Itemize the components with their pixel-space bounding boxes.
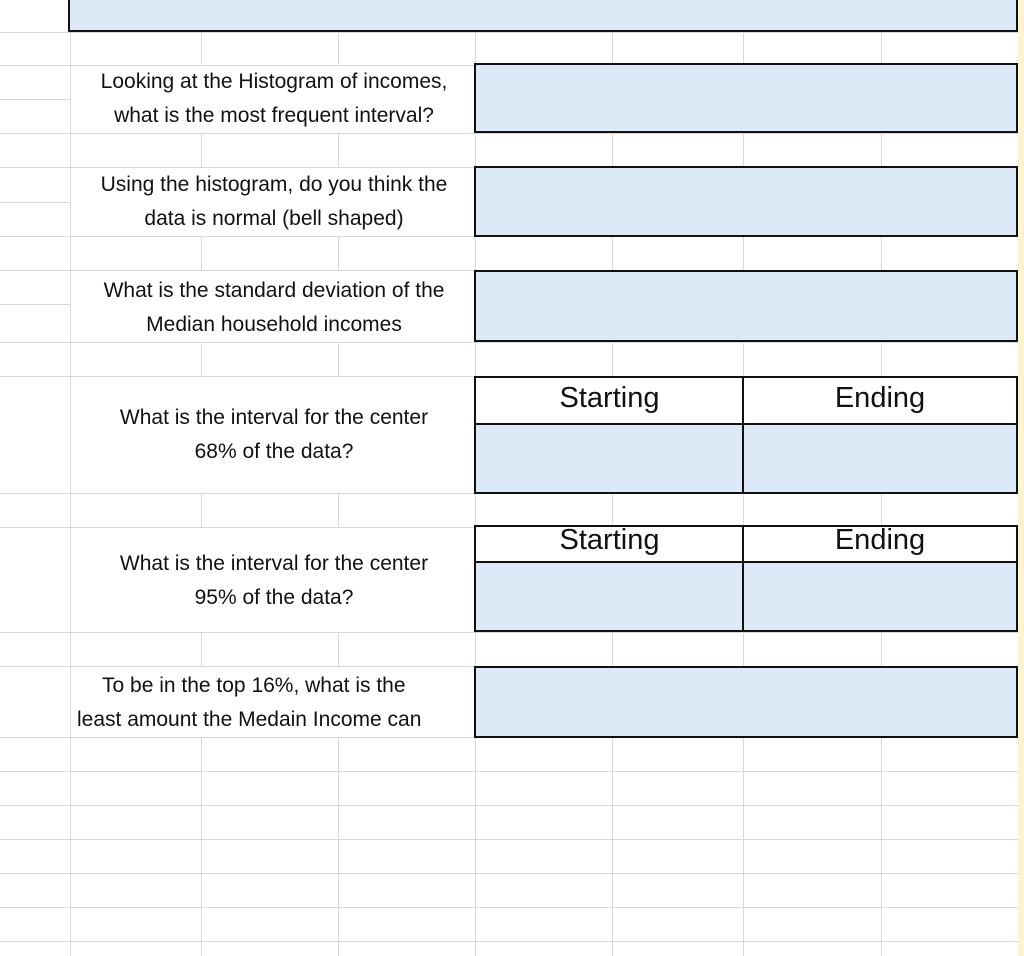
question-6-line1: To be in the top 16%, what is the [102, 674, 406, 697]
row-gridline [0, 133, 1024, 134]
question-3-line2: Median household incomes [146, 313, 402, 336]
question-6 [77, 669, 474, 737]
header-ending-label: Ending [834, 525, 926, 556]
row-gridline [0, 632, 1024, 633]
header-starting-label: Starting [559, 382, 660, 414]
question-5 [72, 547, 476, 615]
question-2 [72, 168, 476, 236]
answer-end-95[interactable] [742, 561, 1018, 632]
question-5-line2: 95% of the data? [194, 586, 354, 609]
question-1-line1: Looking at the Histogram of incomes, [100, 70, 448, 93]
question-1 [72, 65, 476, 133]
row-gridline [0, 805, 1024, 806]
question-3 [72, 274, 476, 342]
question-1-line2: what is the most frequent interval? [114, 104, 434, 127]
question-6-line2: least amount the Medain Income can [77, 708, 422, 731]
sheet-edge-strip [1018, 0, 1024, 956]
question-4 [72, 401, 476, 469]
row-gridline [0, 839, 1024, 840]
row-gridline [0, 771, 1024, 772]
row-gridline [0, 873, 1024, 874]
header-starting-68 [474, 376, 745, 425]
row-gridline [0, 32, 1024, 33]
question-3-line1: What is the standard deviation of the [103, 279, 445, 302]
row-gridline [0, 941, 1024, 942]
header-starting-label: Starting [559, 525, 660, 556]
row-gridline [0, 342, 1024, 343]
answer-cell-2[interactable] [474, 166, 1018, 237]
header-ending-68 [742, 376, 1018, 425]
answer-start-68[interactable] [474, 423, 745, 494]
header-starting-95 [474, 525, 745, 563]
answer-cell-1[interactable] [474, 63, 1018, 133]
question-4-line2: 68% of the data? [194, 440, 354, 463]
answer-cell-3[interactable] [474, 270, 1018, 342]
header-ending-label: Ending [834, 382, 926, 414]
question-4-line1: What is the interval for the center [119, 406, 429, 429]
question-2-line2: data is normal (bell shaped) [144, 207, 404, 230]
answer-start-95[interactable] [474, 561, 745, 632]
answer-cell-6[interactable] [474, 666, 1018, 738]
header-ending-95 [742, 525, 1018, 563]
answer-end-68[interactable] [742, 423, 1018, 494]
question-5-line1: What is the interval for the center [119, 552, 429, 575]
row-gridline [0, 907, 1024, 908]
question-2-line1: Using the histogram, do you think the [100, 173, 448, 196]
answer-cell-top[interactable] [68, 0, 1018, 32]
